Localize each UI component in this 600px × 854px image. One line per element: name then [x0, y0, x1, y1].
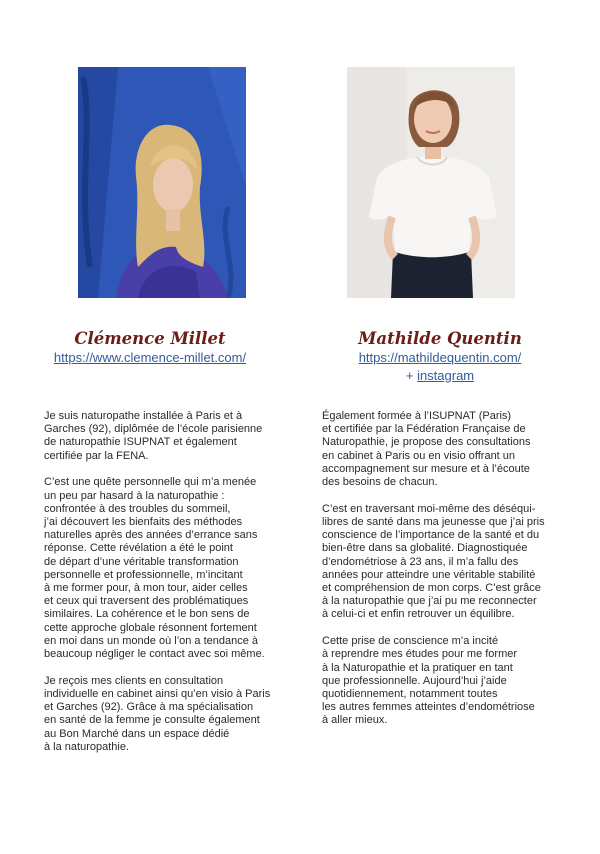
- bio-paragraph: Également formée à l’ISUPNAT (Paris) et certifiée par la Fédération Française de Naturopathie, je propose des consultations en cabinet à Paris ou en visio offrant un accompagnement sur mesure et à l’écoute des besoins de chacun.: [322, 410, 531, 489]
- bio-paragraph: C’est une quête personnelle qui m’a menée un peu par hasard à la naturopathie : confrontée à des troubles du sommeil, j’ai découvert les bienfaits des méthodes naturelles après des années d’errance sans réponse. Cette révélation a été le point de départ d’une véritable transformation personnelle et professionnelle, m’incitant à me former pour, à mon tour, aider celles et ceux qui traversent des problématiques similaires. La cohérence et le bon sens de cette approche globale résonnent fortement en moi dans un monde où l’on a tendance à beaucoup négliger le contact avec soi même.: [44, 476, 265, 661]
- profile-bio: [44, 410, 284, 768]
- portrait-photo-mathilde: [347, 67, 515, 298]
- bio-paragraph: Cette prise de conscience m’a incité à reprendre mes études pour me former à la Naturopathie et la pratiquer en tant que professionnelle. Aujourd’hui j’aide quotidiennement, notamment toutes les autres femmes atteintes d’endométriose à aller mieux.: [322, 635, 535, 727]
- instagram-line: [300, 368, 580, 383]
- bio-paragraph: Je suis naturopathe installée à Paris et à Garches (92), diplômée de l’école parisienne de naturopathie ISUPNAT et également certifiée par la FENA.: [44, 410, 263, 462]
- profile-bio: [322, 410, 562, 741]
- website-link[interactable]: https://www.clemence-millet.com/: [53, 350, 247, 365]
- plus-sign: +: [405, 368, 414, 383]
- website-link[interactable]: https://mathildequentin.com/: [358, 350, 522, 365]
- portrait-photo-clemence: [78, 67, 246, 298]
- bio-paragraph: Je reçois mes clients en consultation individuelle en cabinet ainsi qu’en visio à Paris et Garches (92). Grâce à ma spécialisation en santé de la femme je consulte également au Bon Marché dans un espace dédié à la naturopathie.: [44, 674, 271, 753]
- instagram-link[interactable]: instagram: [417, 368, 475, 383]
- profile-name: Clémence Millet: [74, 329, 226, 348]
- profile-name: Mathilde Quentin: [358, 329, 522, 348]
- profile-mathilde: [300, 0, 600, 854]
- bio-paragraph: C’est en traversant moi-même des déséqui- libres de santé dans ma jeunesse que j’ai pris conscience de l’importance de la santé et du bien-être dans sa globalité. Diagnostiquée d’endométriose à 23 ans, il m’a fallu des années pour atteindre une véritable stabilité et compréhension de mon corps. C’est grâce à la naturopathie que j’ai pu me reconnecter à celui-ci et enfin retrouver un équilibre.: [322, 502, 545, 621]
